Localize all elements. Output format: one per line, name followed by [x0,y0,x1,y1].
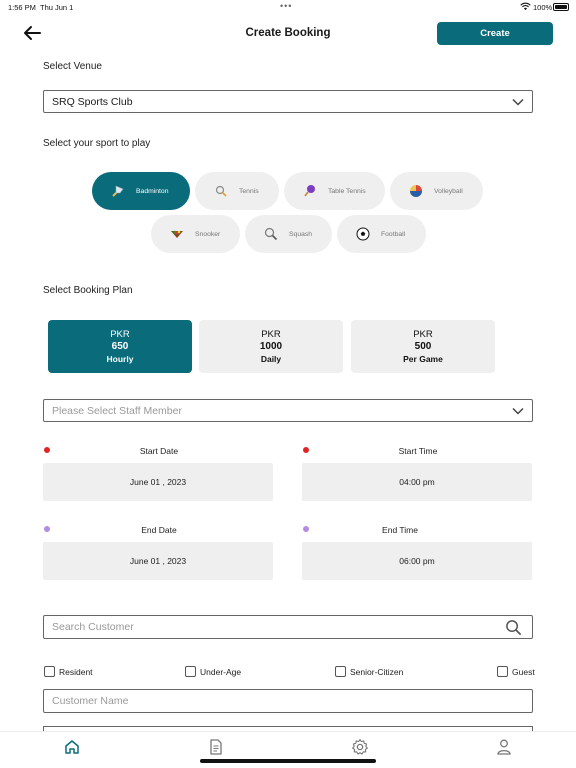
status-bar [0,0,576,14]
search-customer-input[interactable] [43,615,533,639]
sport-name: Tennis [239,187,259,195]
sport-name: Volleyball [434,187,463,195]
checkbox-senior-citizen[interactable] [335,666,403,677]
sport-pill-squash[interactable] [245,215,332,253]
checkbox-label: Under-Age [200,666,242,677]
start-time-label: Start Time [398,446,438,456]
plan-period: Hourly [106,353,134,364]
home-indicator[interactable] [200,759,376,763]
status-date: Thu Jun 1 [40,3,74,12]
sport-pill-football[interactable] [337,215,426,253]
start-time-field[interactable]: 04:00 pm [302,463,532,501]
sport-name: Football [381,230,406,238]
checkbox-box[interactable] [185,666,196,677]
start-date-indicator [44,447,50,453]
sport-pill-table-tennis[interactable] [284,172,385,210]
checkbox-guest[interactable] [497,666,535,677]
staff-placeholder: Please Select Staff Member [52,404,182,417]
start-date-field[interactable]: June 01 , 2023 [43,463,273,501]
sport-name: Table Tennis [328,187,366,195]
sport-name: Snooker [195,230,221,238]
plan-card-hourly[interactable] [48,320,192,373]
sport-pill-badminton[interactable] [92,172,190,210]
venue-label: Select Venue [43,61,102,72]
checkbox-box[interactable] [335,666,346,677]
multitask-dots[interactable]: ••• [280,1,293,11]
venue-select[interactable] [43,90,533,113]
battery-icon [553,3,569,11]
tennis-icon [213,183,229,199]
sport-pill-snooker[interactable] [151,215,240,253]
volleyball-icon [408,183,424,199]
end-time-indicator [303,526,309,532]
checkbox-label: Senior-Citizen [350,666,404,677]
plan-label: Select Booking Plan [43,285,133,296]
table-tennis-icon [302,183,318,199]
sport-name: Badminton [136,187,169,195]
wifi-icon [520,2,531,11]
squash-icon [263,226,279,242]
checkbox-box[interactable] [44,666,55,677]
chevron-down-icon [512,405,524,417]
plan-currency: PKR [110,328,130,340]
search-icon[interactable] [505,619,522,636]
plan-card-per-game[interactable] [351,320,495,373]
plan-amount: 1000 [259,340,283,352]
sport-name: Squash [289,230,313,238]
customer-name-placeholder: Customer Name [52,695,129,707]
sport-pill-volleyball[interactable] [390,172,483,210]
plan-amount: 650 [111,340,129,352]
start-time-indicator [303,447,309,453]
start-date-label: Start Date [139,446,179,456]
status-time: 1:56 PM [8,3,36,12]
checkbox-label: Resident [59,666,93,677]
sport-label: Select your sport to play [43,138,151,149]
plan-amount: 500 [414,340,432,352]
end-date-field[interactable]: June 01 , 2023 [43,542,273,580]
sport-pill-tennis[interactable] [195,172,279,210]
plan-period: Per Game [403,353,443,364]
plan-period: Daily [260,353,282,364]
snooker-icon [169,226,185,242]
plan-currency: PKR [261,328,281,340]
plan-card-daily[interactable] [199,320,343,373]
document-icon[interactable] [207,738,225,756]
home-icon[interactable] [63,738,81,756]
badminton-icon [110,183,126,199]
checkbox-under-age[interactable] [185,666,241,677]
customer-name-input[interactable] [43,689,533,713]
profile-icon[interactable] [495,738,513,756]
end-time-field[interactable]: 06:00 pm [302,542,532,580]
staff-select[interactable] [43,399,533,422]
end-time-label: End Time [382,525,418,535]
gear-icon[interactable] [351,738,369,756]
plan-currency: PKR [413,328,433,340]
chevron-down-icon [512,96,524,108]
football-icon [355,226,371,242]
checkbox-resident[interactable] [44,666,93,677]
end-date-indicator [44,526,50,532]
venue-value: SRQ Sports Club [52,95,133,108]
page-title: Create Booking [245,27,331,39]
create-button[interactable]: Create [437,22,553,45]
checkbox-box[interactable] [497,666,508,677]
end-date-label: End Date [141,525,177,535]
checkbox-label: Guest [512,666,535,677]
search-placeholder: Search Customer [52,621,134,633]
battery-percent: 100% [533,3,553,12]
